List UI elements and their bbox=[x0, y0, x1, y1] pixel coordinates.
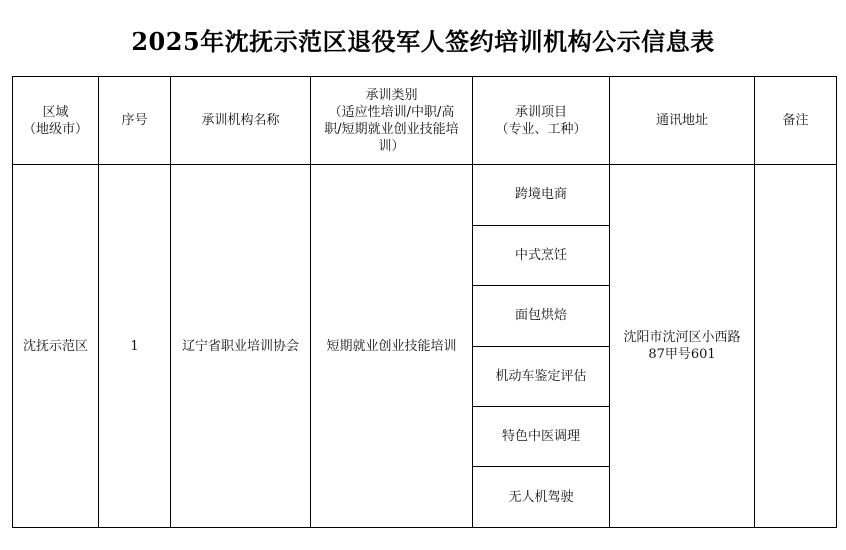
cell-seq: 1 bbox=[99, 165, 171, 528]
info-table bbox=[12, 76, 837, 528]
header-address: 通讯地址 bbox=[610, 77, 755, 165]
header-seq: 序号 bbox=[99, 77, 171, 165]
cell-project: 无人机驾驶 bbox=[473, 467, 610, 528]
cell-address: 沈阳市沈河区小西路 87甲号601 bbox=[610, 165, 755, 528]
cell-org: 辽宁省职业培训协会 bbox=[171, 165, 311, 528]
header-remark: 备注 bbox=[755, 77, 837, 165]
page-title: 2025年沈抚示范区退役军人签约培训机构公示信息表 bbox=[131, 27, 715, 56]
header-region: 区域 （地级市） bbox=[13, 77, 99, 165]
header-type: 承训类别 （适应性培训/中职/高 职/短期就业创业技能培 训） bbox=[311, 77, 473, 165]
cell-project: 跨境电商 bbox=[473, 165, 610, 225]
cell-project: 特色中医调理 bbox=[473, 407, 610, 467]
cell-type: 短期就业创业技能培训 bbox=[311, 165, 473, 528]
cell-project: 中式烹饪 bbox=[473, 225, 610, 285]
cell-remark bbox=[755, 165, 837, 528]
header-project: 承训项目 （专业、工种） bbox=[473, 77, 610, 165]
cell-region: 沈抚示范区 bbox=[13, 165, 99, 528]
table-row bbox=[13, 165, 837, 225]
header-row bbox=[13, 77, 837, 165]
cell-project: 机动车鉴定评估 bbox=[473, 346, 610, 406]
cell-project: 面包烘焙 bbox=[473, 286, 610, 346]
header-org: 承训机构名称 bbox=[171, 77, 311, 165]
